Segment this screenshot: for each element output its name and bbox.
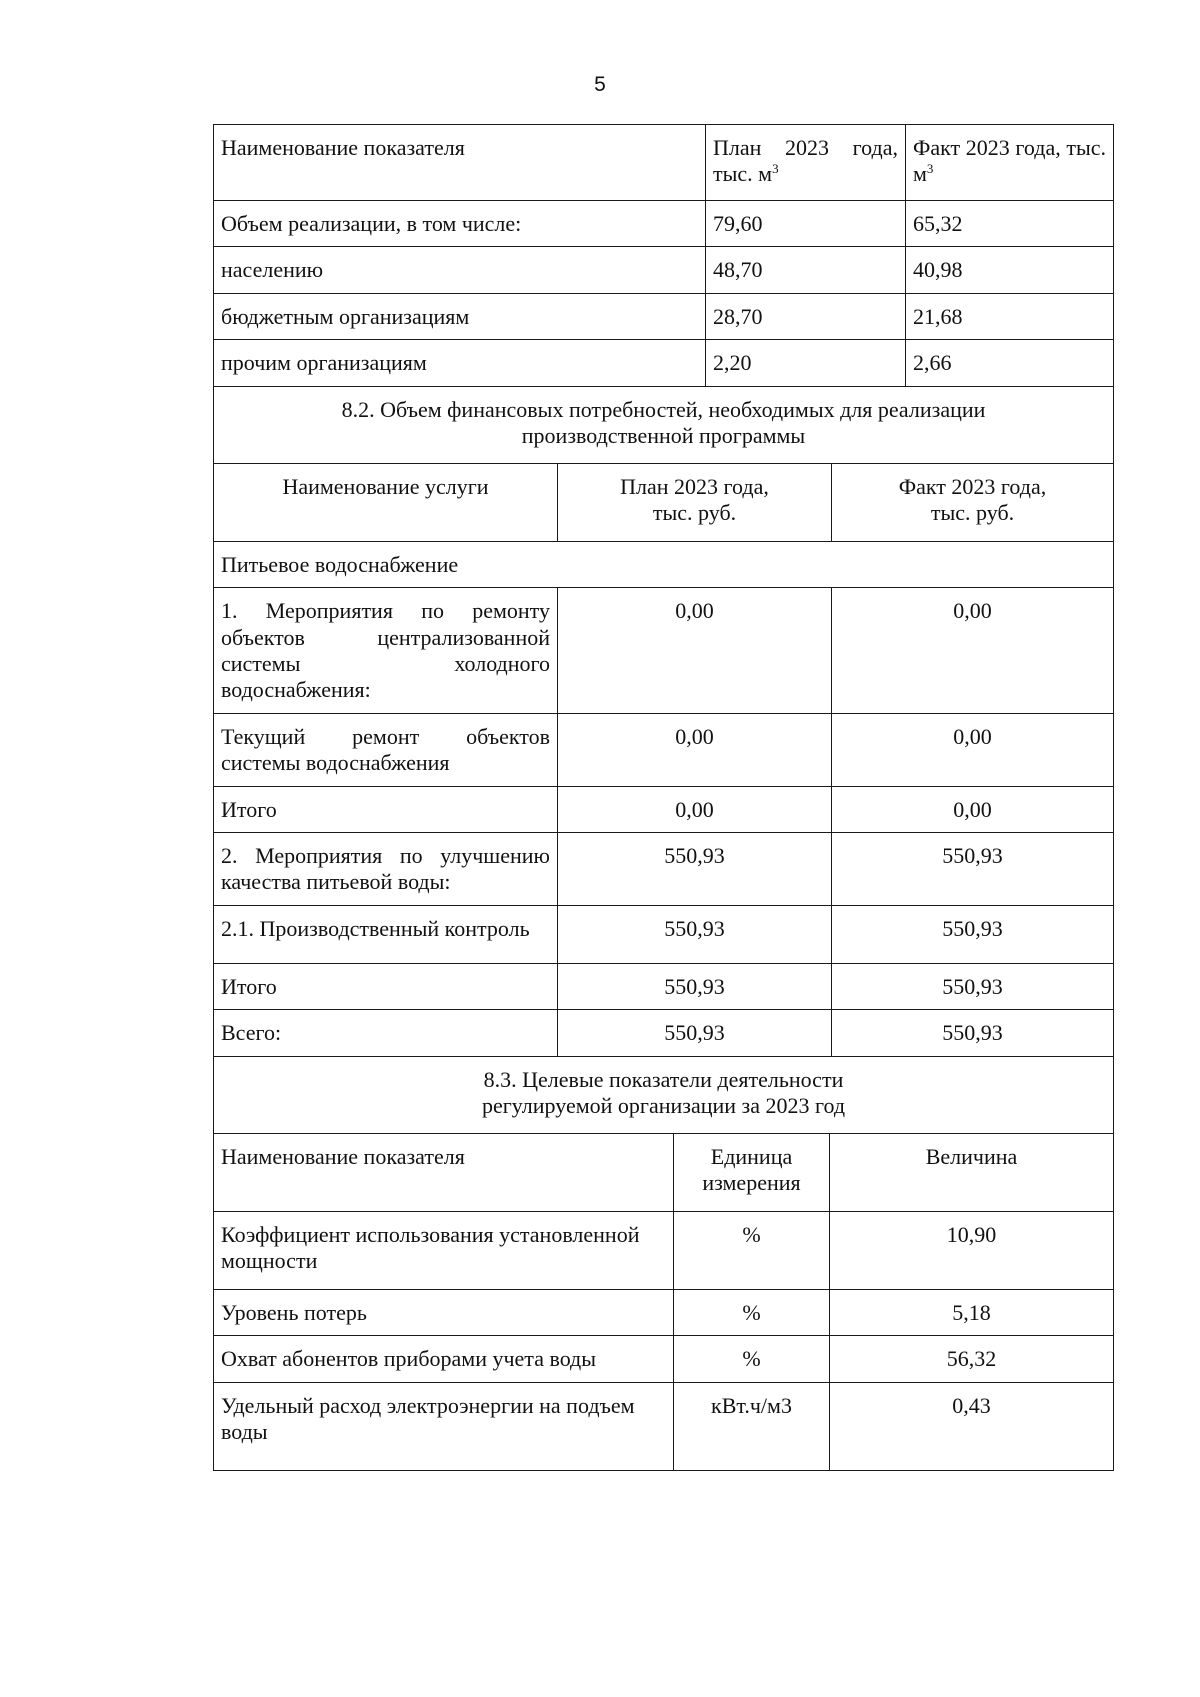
table-row <box>214 1336 1114 1382</box>
table-row <box>214 905 1114 963</box>
row-name: Всего: <box>214 1010 558 1056</box>
header-fact: Факт 2023 года, тыс. $м^3$ <box>906 125 1114 201</box>
section-8-3-title-line1: 8.3. Целевые показатели деятельности <box>483 1066 844 1092</box>
section-8-3-title-line2: регулируемой организации за 2023 год <box>481 1092 846 1118</box>
row-plan: 550,93 <box>558 1010 832 1056</box>
header-unit: Единица измерения <box>674 1133 830 1211</box>
row-name: населению <box>214 247 706 293</box>
row-name: Текущий ремонт объектов системы водоснабжения <box>214 713 558 786</box>
row-fact: 550,93 <box>832 1010 1114 1056</box>
table-row <box>214 1010 1114 1056</box>
header-service-name: Наименование услуги <box>214 463 558 541</box>
row-plan: 550,93 <box>558 832 832 905</box>
group-row <box>214 541 1114 587</box>
row-name: 1. Мероприятия по ремонту объектов централизованной системы холодного водоснабжения: <box>214 588 558 714</box>
row-plan: 0,00 <box>558 713 832 786</box>
row-fact: 550,93 <box>832 832 1114 905</box>
table-row <box>214 832 1114 905</box>
row-name: бюджетным организациям <box>214 293 706 339</box>
section-8-3-title-row <box>214 1056 1114 1134</box>
row-fact: 0,00 <box>832 786 1114 832</box>
table-financial-needs <box>213 463 1114 1134</box>
row-unit: % <box>674 1289 830 1335</box>
document-body <box>213 124 1113 1471</box>
table-row <box>214 588 1114 714</box>
table-row <box>214 1211 1114 1289</box>
table-target-indicators <box>213 1133 1114 1471</box>
row-plan: 550,93 <box>558 905 832 963</box>
table-row <box>214 1382 1114 1470</box>
row-value: 5,18 <box>830 1289 1114 1335</box>
row-fact: 21,68 <box>906 293 1114 339</box>
header-plan: План 2023 года, тыс. руб. <box>558 463 832 541</box>
row-unit: % <box>674 1336 830 1382</box>
page-number: 5 <box>594 73 606 96</box>
table-row <box>214 963 1114 1009</box>
row-name: 2. Мероприятия по улучшению качества питьевой воды: <box>214 832 558 905</box>
row-plan: 79,60 <box>706 201 906 247</box>
table-row <box>214 293 1114 339</box>
row-plan: 0,00 <box>558 786 832 832</box>
table-row <box>214 340 1114 386</box>
row-fact: 0,00 <box>832 713 1114 786</box>
table-row <box>214 201 1114 247</box>
row-name: Итого <box>214 963 558 1009</box>
header-name: Наименование показателя <box>214 1133 674 1211</box>
row-name: Уровень потерь <box>214 1289 674 1335</box>
section-8-2-title-line1: 8.2. Объем финансовых потребностей, необходимых для реализации <box>341 396 986 422</box>
table-row <box>214 713 1114 786</box>
header-fact: Факт 2023 года, тыс. руб. <box>832 463 1114 541</box>
table-header-row <box>214 463 1114 541</box>
row-plan: 48,70 <box>706 247 906 293</box>
section-8-2-title-line2: производственной программы <box>521 422 806 448</box>
group-label: Питьевое водоснабжение <box>214 541 1114 587</box>
table-header-row <box>214 1133 1114 1211</box>
row-fact: 0,00 <box>832 588 1114 714</box>
row-plan: 550,93 <box>558 963 832 1009</box>
table-row <box>214 1289 1114 1335</box>
section-8-2-title <box>214 386 1114 464</box>
row-name: 2.1. Производственный контроль <box>214 905 558 963</box>
table-header-row <box>214 125 1114 201</box>
row-name: Объем реализации, в том числе: <box>214 201 706 247</box>
row-value: 0,43 <box>830 1382 1114 1470</box>
row-plan: 0,00 <box>558 588 832 714</box>
row-unit: кВт.ч/м3 <box>674 1382 830 1470</box>
header-name: Наименование показателя <box>214 125 706 201</box>
row-name: прочим организациям <box>214 340 706 386</box>
row-name: Коэффициент использования установленной мощности <box>214 1211 674 1289</box>
row-plan: 28,70 <box>706 293 906 339</box>
header-value: Величина <box>830 1133 1114 1211</box>
row-value: 56,32 <box>830 1336 1114 1382</box>
row-name: Удельный расход электроэнергии на подъем воды <box>214 1382 674 1470</box>
table-row <box>214 786 1114 832</box>
row-fact: 550,93 <box>832 963 1114 1009</box>
row-fact: 40,98 <box>906 247 1114 293</box>
row-plan: 2,20 <box>706 340 906 386</box>
section-8-2-title-row <box>214 386 1114 464</box>
table-sales-volume <box>213 124 1114 464</box>
row-fact: 65,32 <box>906 201 1114 247</box>
section-8-3-title <box>214 1056 1114 1134</box>
row-name: Охват абонентов приборами учета воды <box>214 1336 674 1382</box>
row-value: 10,90 <box>830 1211 1114 1289</box>
table-row <box>214 247 1114 293</box>
row-fact: 550,93 <box>832 905 1114 963</box>
header-plan: План 2023 года, тыс. $м^3$ <box>706 125 906 201</box>
row-fact: 2,66 <box>906 340 1114 386</box>
row-unit: % <box>674 1211 830 1289</box>
row-name: Итого <box>214 786 558 832</box>
